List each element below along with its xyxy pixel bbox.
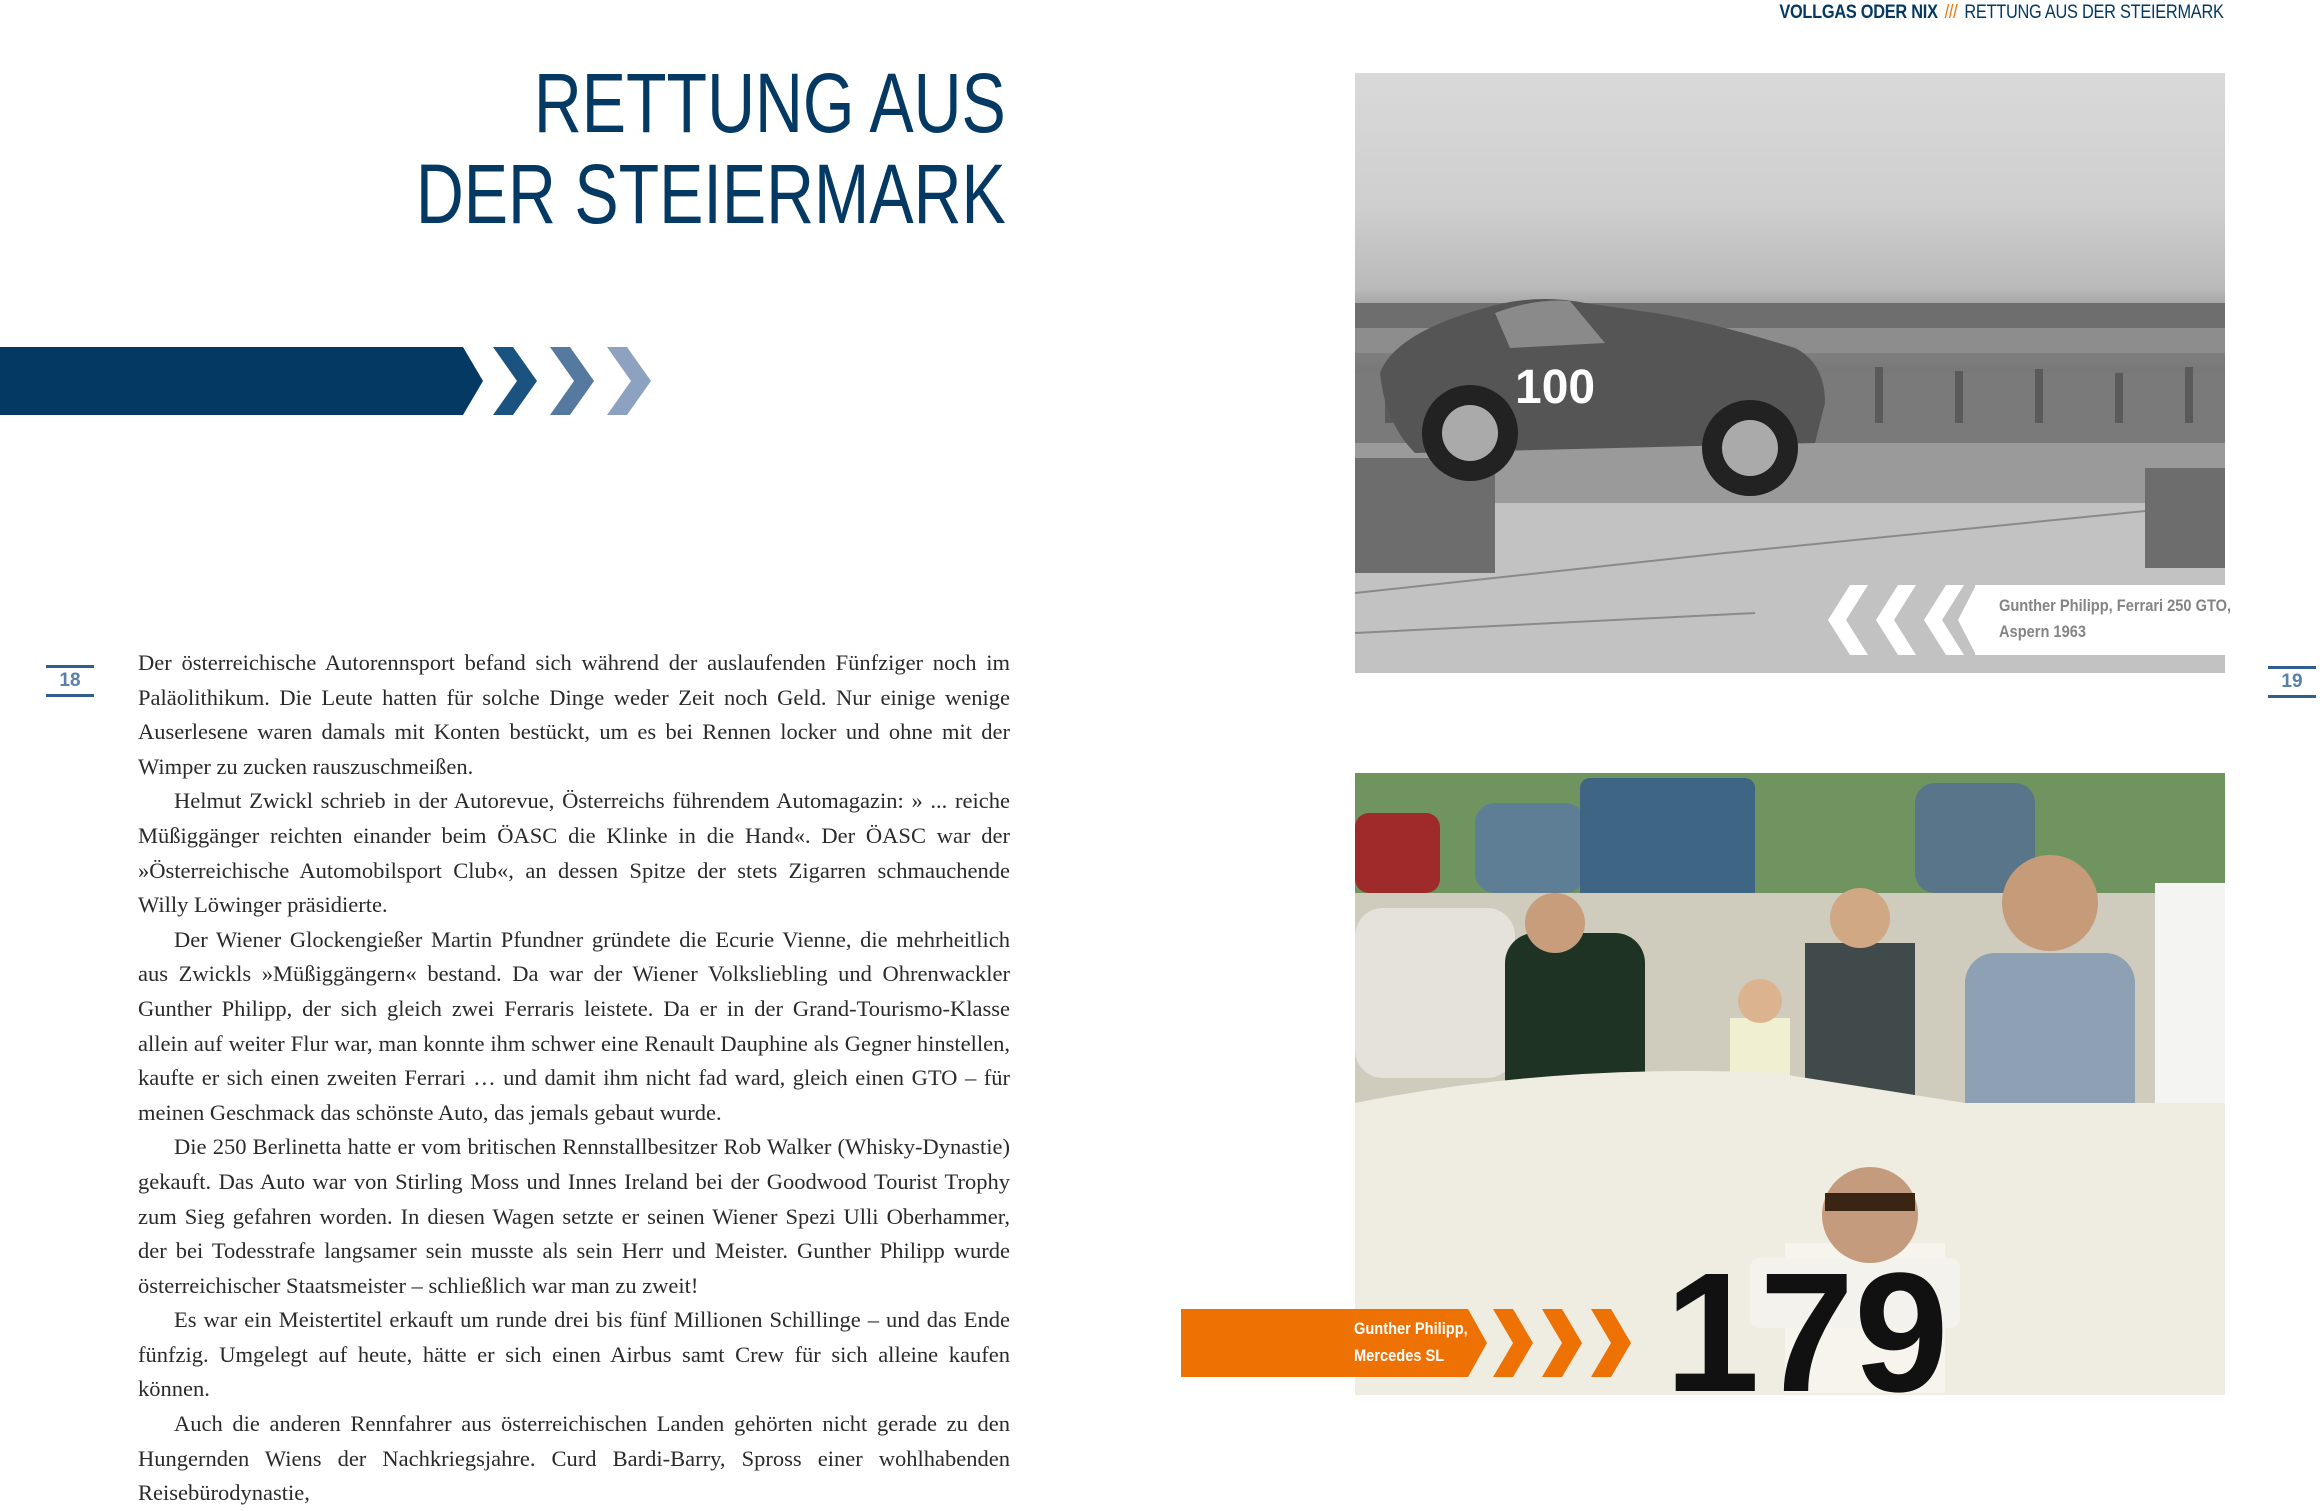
caption-line1: Gunther Philipp, Ferrari 250 GTO, — [1999, 596, 2232, 615]
running-head-separator: /// — [1944, 2, 1958, 23]
photo-mercedes-sl — [1355, 773, 2225, 1428]
caption-chevrons — [1828, 585, 1978, 655]
book-title: VOLLGAS ODER NIX — [1779, 2, 1939, 23]
chevron-icon — [550, 347, 594, 415]
caption-line2: Mercedes SL — [1354, 1346, 1445, 1365]
paragraph: Es war ein Meistertitel erkauft um runde drei bis fünf Millionen Schillinge – und das Ende fünfzig. Umgelegt auf heute, hätte er sich einen Airbus samt Crew für sich alleine kaufen können. — [138, 1307, 1010, 1402]
chapter-title-line1: RETTUNG AUS — [534, 56, 1006, 150]
chevron-icon — [1591, 1309, 1631, 1377]
chevron-icon — [493, 347, 537, 415]
chevron-left-icon — [1828, 585, 1868, 655]
ferrari-photo-illustration — [1355, 73, 2232, 673]
caption-line2: Aspern 1963 — [1999, 622, 2086, 641]
chapter-title — [416, 58, 1006, 240]
paragraph: Auch die anderen Rennfahrer aus österreichischen Landen gehörten nicht gerade zu den Hungernden Wiens der Nachkriegsjahre. Curd Bardi-Barry, Spross einer wohlhabenden Reisebürodynastie, — [138, 1411, 1010, 1506]
paragraph: Der österreichische Autorennsport befand sich während der auslaufenden Fünfziger noch im Paläolithikum. Die Leute hatten für solche Dinge weder Zeit noch Geld. Nur einige wenige Auserlesene waren damals mit Konten bestückt, um es bei Rennen locker und ohne mit der Wimper zu zucken rauszuschmeißen. — [138, 650, 1010, 779]
decorative-arrow-banner — [0, 347, 660, 415]
caption-line1: Gunther Philipp, — [1354, 1319, 1468, 1338]
chapter-title-line2: DER STEIERMARK — [416, 147, 1006, 241]
paragraph: Der Wiener Glockengießer Martin Pfundner gründete die Ecurie Vienne, die mehrheitlich aus Zwickls »Müßiggängern« bestand. Da war der Wiener Volksliebling und Ohrenwackler Gunther Philipp, der sich gleich zwei Ferraris leistete. Da er in der Grand-Tourismo-Klasse allein auf weiter Flur war, man konnte ihm schwer eine Renault Dauphine als Gegner hinstellen, kaufte er sich einen zweiten Ferrari … und damit ihm nicht fad ward, gleich einen GTO – für meinen Geschmack das schönste Auto, das jemals gebaut wurde. — [138, 926, 1010, 1125]
photo-caption-mercedes — [1354, 1315, 1486, 1369]
page-number-right: 19 — [2268, 666, 2316, 698]
paragraph: Helmut Zwickl schrieb in der Autorevue, Österreichs führendem Automagazin: » ... reiche Müßiggänger reichten einander beim ÖASC die Klinke in die Hand«. Der ÖASC war der »Österreichische Automobilsport Club«, an dessen Spitze der stets Zigarren schmauchende Willy Löwinger präsidierte. — [138, 788, 1010, 918]
body-text — [138, 646, 1010, 1511]
chevron-left-icon — [1876, 585, 1916, 655]
race-number-100: 100 — [1515, 361, 1596, 414]
race-number-179: 179 — [1665, 1238, 1949, 1428]
page-number-left: 18 — [46, 665, 94, 697]
chevron-icon — [607, 347, 651, 415]
photo-ferrari-250-gto — [1355, 73, 2232, 673]
mercedes-photo-illustration — [1355, 773, 2225, 1428]
photo-caption-ferrari — [1975, 585, 2232, 655]
running-head — [1780, 2, 2224, 24]
running-head-chapter: RETTUNG AUS DER STEIERMARK — [1964, 2, 2224, 23]
chevron-icon — [1542, 1309, 1582, 1377]
chevron-icon — [1493, 1309, 1533, 1377]
paragraph: Die 250 Berlinetta hatte er vom britischen Rennstallbesitzer Rob Walker (Whisky-Dynastie) gekauft. Das Auto war von Stirling Moss und Innes Ireland bei der Goodwood Tourist Trophy zum Sieg gefahren worden. In diesen Wagen setzte er seinen Wiener Spezi Ulli Oberhammer, der bei Todesstrafe langsamer sein musste als sein Herr und Meister. Gunther Philipp wurde österreichischer Staatsmeister – schließlich war man zu zweit! — [138, 1134, 1010, 1298]
arrow-bar-shape — [0, 347, 483, 415]
